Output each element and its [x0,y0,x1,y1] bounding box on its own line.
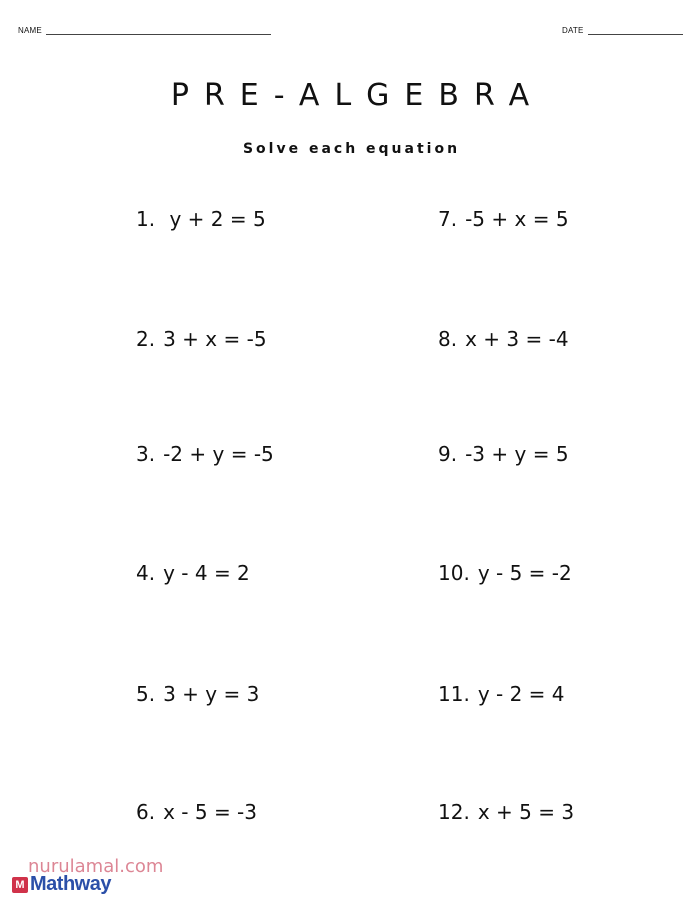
problem-3: 3. -2 + y = -5 [136,442,274,466]
site-watermark: nurulamal.com [28,856,164,877]
date-line[interactable] [588,24,683,35]
date-field[interactable] [562,24,683,35]
problem-8: 8. x + 3 = -4 [438,327,569,351]
equation: 3 + x = -5 [163,327,267,351]
problem-9: 9. -3 + y = 5 [438,442,569,466]
equation: -5 + x = 5 [465,207,569,231]
equation: y - 4 = 2 [163,561,250,585]
mathway-logo-text: Mathway [30,873,111,895]
mathway-logo-icon: M [12,877,28,893]
page-subtitle: Solve each equation [242,141,461,157]
equation: x - 5 = -3 [163,800,257,824]
date-label: DATE [562,26,584,35]
mathway-logo [12,873,111,896]
equation: 3 + y = 3 [163,682,260,706]
equation: -2 + y = -5 [163,442,274,466]
problem-4: 4. y - 4 = 2 [136,561,250,585]
equation: y - 5 = -2 [477,561,572,585]
problem-1: 1. y + 2 = 5 [136,207,266,231]
problem-11: 11. y - 2 = 4 [438,682,565,706]
problem-12: 12. x + 5 = 3 [438,800,575,824]
equation: x + 3 = -4 [465,327,569,351]
equation: -3 + y = 5 [465,442,569,466]
name-label: NAME [18,26,42,35]
problem-6: 6. x - 5 = -3 [136,800,257,824]
problem-7: 7. -5 + x = 5 [438,207,569,231]
name-field[interactable] [18,24,271,35]
equation: y - 2 = 4 [477,682,565,706]
equation: y + 2 = 5 [163,207,266,231]
equation: x + 5 = 3 [477,800,575,824]
name-line[interactable] [46,24,271,35]
problem-5: 5. 3 + y = 3 [136,682,260,706]
problem-2: 2. 3 + x = -5 [136,327,267,351]
problem-10: 10. y - 5 = -2 [438,561,572,585]
page-title: PRE-ALGEBRA [170,78,545,113]
